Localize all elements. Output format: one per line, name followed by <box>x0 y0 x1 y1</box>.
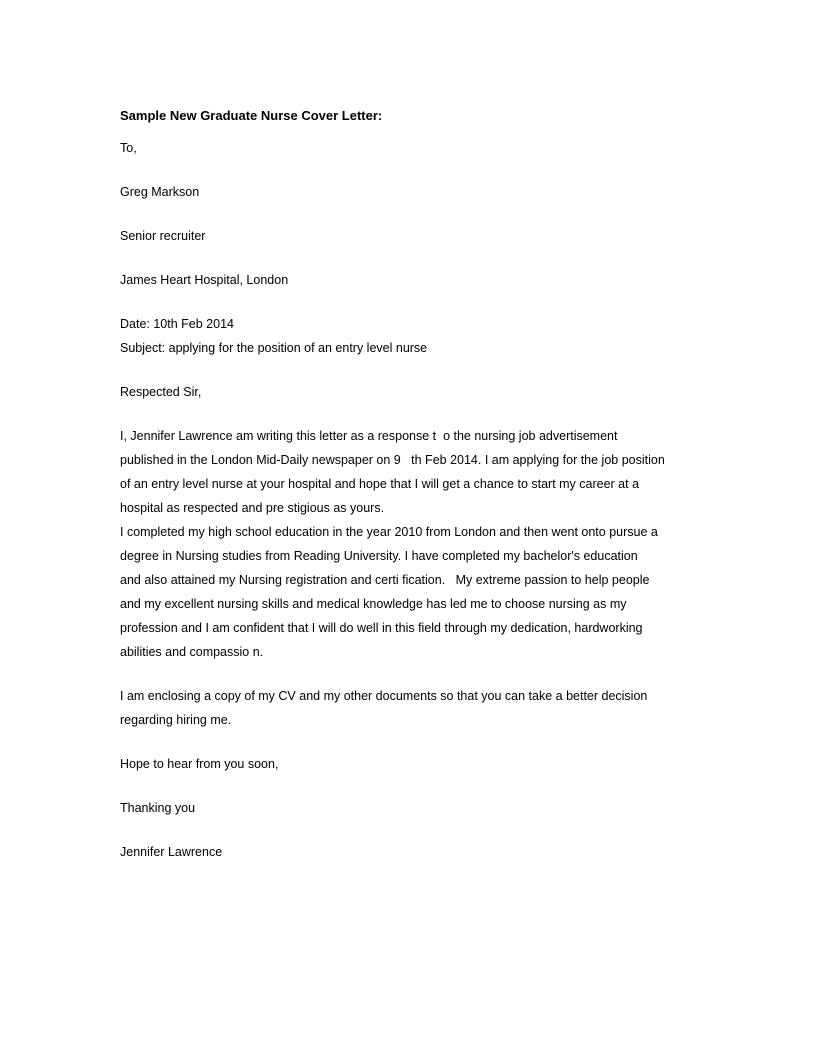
body-line: regarding hiring me. <box>120 713 232 727</box>
document-title: Sample New Graduate Nurse Cover Letter: <box>120 108 383 123</box>
body-line: and also attained my Nursing registration and certi fication. My extreme passion to help people <box>120 573 650 587</box>
body-line: hospital as respected and pre stigious as yours. <box>120 501 385 515</box>
signature-name: Jennifer Lawrence <box>120 845 223 859</box>
closing-line: Hope to hear from you soon, <box>120 757 279 771</box>
thanks-line: Thanking you <box>120 801 196 815</box>
body-line: of an entry level nurse at your hospital and hope that I will get a chance to start my career at a <box>120 477 640 491</box>
body-line: and my excellent nursing skills and medical knowledge has led me to choose nursing as my <box>120 597 627 611</box>
body-line: abilities and compassio n. <box>120 645 264 659</box>
salutation-to: To, <box>120 141 137 155</box>
body-line: published in the London Mid-Daily newspaper on 9 th Feb 2014. I am applying for the job position <box>120 453 665 467</box>
body-line: I, Jennifer Lawrence am writing this letter as a response t o the nursing job advertisement <box>120 429 618 443</box>
recipient-position: Senior recruiter <box>120 229 206 243</box>
body-line: I am enclosing a copy of my CV and my other documents so that you can take a better decision <box>120 689 648 703</box>
letter-subject: Subject: applying for the position of an entry level nurse <box>120 341 428 355</box>
body-line: I completed my high school education in the year 2010 from London and then went onto pursue a <box>120 525 658 539</box>
letter-date: Date: 10th Feb 2014 <box>120 317 234 331</box>
recipient-name: Greg Markson <box>120 185 200 199</box>
recipient-organization: James Heart Hospital, London <box>120 273 289 287</box>
greeting: Respected Sir, <box>120 385 202 399</box>
body-line: profession and I am confident that I will do well in this field through my dedication, hardworking <box>120 621 643 635</box>
body-line: degree in Nursing studies from Reading University. I have completed my bachelor's education <box>120 549 638 563</box>
